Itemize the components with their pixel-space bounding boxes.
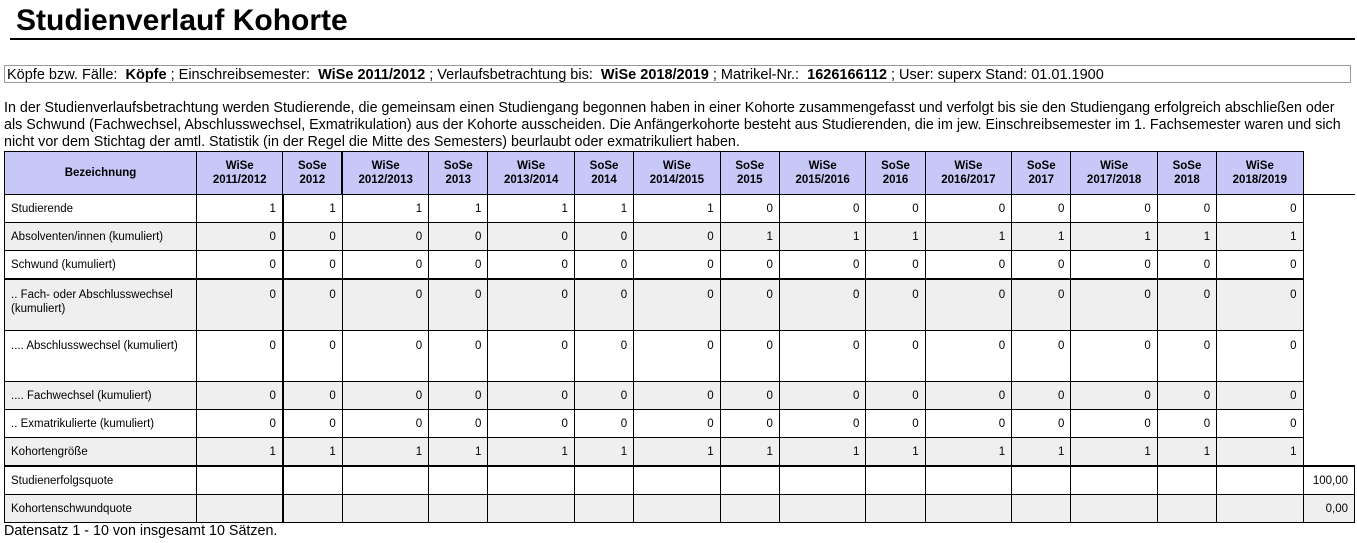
quote-cell — [1303, 438, 1354, 467]
table-cell: 0 — [634, 279, 720, 331]
table-cell — [1157, 495, 1216, 523]
table-cell: 1 — [1071, 223, 1157, 251]
table-cell — [779, 495, 865, 523]
table-cell: 0 — [574, 251, 633, 280]
column-header-semester — [196, 152, 282, 195]
semester-type: SoSe — [881, 160, 910, 172]
table-cell: 0 — [634, 410, 720, 438]
table-cell: 0 — [1217, 382, 1303, 410]
table-cell: 1 — [925, 438, 1011, 467]
table-cell: 0 — [196, 382, 282, 410]
semester-type: WiSe — [662, 160, 691, 172]
table-cell: 0 — [342, 279, 428, 331]
column-header-semester — [1157, 152, 1216, 195]
table-cell: 0 — [1071, 195, 1157, 223]
table-cell: 0 — [196, 331, 282, 382]
table-cell: 0 — [429, 279, 488, 331]
table-cell: 0 — [1012, 410, 1071, 438]
semester-type: WiSe — [517, 160, 546, 172]
table-cell: 0 — [283, 223, 342, 251]
table-cell: 0 — [574, 410, 633, 438]
table-cell — [779, 466, 865, 495]
quote-cell — [1303, 279, 1354, 331]
table-cell: 0 — [925, 279, 1011, 331]
table-cell: 1 — [1157, 223, 1216, 251]
semester-year: 2015/2016 — [795, 174, 850, 186]
table-row — [5, 466, 1355, 495]
semester-type: WiSe — [1100, 160, 1129, 172]
table-cell: 0 — [1157, 331, 1216, 382]
table-cell: 0 — [1012, 251, 1071, 280]
table-cell: 0 — [342, 223, 428, 251]
table-cell: 0 — [1217, 410, 1303, 438]
table-cell: 1 — [634, 438, 720, 467]
kohorte-table — [4, 151, 1355, 523]
table-cell: 0 — [925, 410, 1011, 438]
semester-type: WiSe — [808, 160, 837, 172]
table-cell: 0 — [720, 382, 779, 410]
table-cell: 0 — [779, 251, 865, 280]
table-cell — [720, 466, 779, 495]
table-cell: 1 — [342, 195, 428, 223]
table-cell: 0 — [574, 331, 633, 382]
table-cell: 0 — [574, 223, 633, 251]
koepfe-value: Köpfe — [125, 67, 167, 83]
title-divider — [10, 38, 1355, 40]
koepfe-label: Köpfe bzw. Fälle: — [7, 67, 118, 83]
table-cell: 0 — [429, 251, 488, 280]
table-row — [5, 382, 1355, 410]
table-cell: 0 — [779, 195, 865, 223]
table-cell — [196, 466, 282, 495]
table-cell: 0 — [574, 382, 633, 410]
table-cell: 0 — [779, 410, 865, 438]
row-label: .. Exmatrikulierte (kumuliert) — [5, 410, 197, 438]
table-cell: 1 — [342, 438, 428, 467]
table-cell: 0 — [779, 279, 865, 331]
table-cell: 0 — [1157, 382, 1216, 410]
table-cell: 0 — [1157, 195, 1216, 223]
table-cell: 1 — [925, 223, 1011, 251]
table-cell: 1 — [488, 438, 574, 467]
table-cell: 0 — [283, 331, 342, 382]
table-cell: 0 — [866, 410, 925, 438]
table-cell: 0 — [488, 331, 574, 382]
table-cell: 0 — [866, 195, 925, 223]
row-label: Kohortengröße — [5, 438, 197, 467]
column-header-bezeichnung: Bezeichnung — [5, 152, 197, 195]
table-cell: 1 — [866, 223, 925, 251]
semester-type: SoSe — [589, 160, 619, 172]
table-cell — [1012, 466, 1071, 495]
semester-year: 2013/2014 — [503, 174, 559, 186]
table-cell: 0 — [488, 382, 574, 410]
table-cell: 0 — [488, 410, 574, 438]
table-cell: 1 — [779, 438, 865, 467]
table-cell: 0 — [720, 331, 779, 382]
table-cell: 0 — [1071, 331, 1157, 382]
semester-year: 2014 — [591, 174, 617, 186]
table-cell — [283, 466, 342, 495]
row-label: Studienerfolgsquote — [5, 466, 197, 495]
table-cell: 0 — [1157, 279, 1216, 331]
column-header-semester — [1217, 152, 1303, 195]
table-cell — [1217, 466, 1303, 495]
table-cell: 0 — [634, 331, 720, 382]
table-cell: 0 — [1157, 251, 1216, 280]
report-parameters — [4, 65, 1351, 83]
table-cell — [429, 495, 488, 523]
table-cell: 0 — [720, 410, 779, 438]
table-cell: 1 — [429, 195, 488, 223]
table-cell — [634, 495, 720, 523]
matrikel-label: ; Matrikel-Nr.: — [712, 67, 800, 83]
column-header-semester — [1071, 152, 1157, 195]
table-cell — [196, 495, 282, 523]
quote-cell: 0,00 — [1303, 495, 1354, 523]
table-cell: 0 — [866, 382, 925, 410]
quote-cell — [1303, 382, 1354, 410]
semester-year: 2018/2019 — [1232, 174, 1288, 186]
user-stand: ; User: superx Stand: 01.01.1900 — [891, 67, 1104, 83]
column-header-semester — [574, 152, 633, 195]
table-cell: 0 — [1012, 382, 1071, 410]
column-header-semester — [429, 152, 488, 195]
table-cell: 0 — [634, 382, 720, 410]
semester-year: 2016 — [882, 174, 909, 186]
quote-cell — [1303, 251, 1354, 280]
table-cell — [925, 495, 1011, 523]
table-cell — [1157, 466, 1216, 495]
table-row — [5, 279, 1355, 331]
table-cell: 0 — [488, 251, 574, 280]
semester-value: WiSe 2011/2012 — [318, 67, 426, 83]
table-cell: 1 — [283, 195, 342, 223]
semester-year: 2012/2013 — [358, 174, 413, 186]
table-cell: 0 — [1071, 279, 1157, 331]
quote-cell — [1303, 331, 1354, 382]
semester-type: SoSe — [1172, 160, 1202, 172]
table-cell — [720, 495, 779, 523]
column-header-semester — [634, 152, 720, 195]
table-cell: 0 — [1012, 331, 1071, 382]
table-cell — [342, 495, 428, 523]
table-row — [5, 331, 1355, 382]
table-row — [5, 438, 1355, 467]
table-cell: 0 — [1217, 331, 1303, 382]
row-label: Absolventen/innen (kumuliert) — [5, 223, 197, 251]
semester-type: WiSe — [371, 160, 400, 172]
table-cell: 1 — [1217, 438, 1303, 467]
table-cell: 0 — [429, 331, 488, 382]
semester-type: SoSe — [1026, 160, 1056, 172]
table-cell: 0 — [574, 279, 633, 331]
table-cell: 0 — [196, 279, 282, 331]
table-cell: 1 — [634, 195, 720, 223]
verlauf-label: ; Verlaufsbetrachtung bis: — [429, 67, 593, 83]
table-cell: 0 — [196, 410, 282, 438]
matrikel-value: 1626166112 — [807, 67, 887, 83]
table-cell — [283, 495, 342, 523]
table-cell: 0 — [1217, 251, 1303, 280]
table-cell — [866, 466, 925, 495]
table-cell: 1 — [720, 223, 779, 251]
table-cell: 1 — [429, 438, 488, 467]
semester-type: SoSe — [735, 160, 765, 172]
table-cell: 1 — [283, 438, 342, 467]
table-cell — [429, 466, 488, 495]
quote-cell: 100,00 — [1303, 466, 1354, 495]
table-cell: 0 — [283, 251, 342, 280]
table-cell: 0 — [720, 195, 779, 223]
table-cell: 0 — [1217, 195, 1303, 223]
column-header-semester — [720, 152, 779, 195]
table-cell: 0 — [634, 223, 720, 251]
semester-type: WiSe — [225, 160, 254, 172]
semester-year: 2012 — [299, 174, 326, 186]
table-cell: 1 — [196, 195, 282, 223]
table-cell: 0 — [342, 331, 428, 382]
table-cell: 0 — [342, 382, 428, 410]
semester-year: 2017/2018 — [1086, 174, 1142, 186]
table-cell — [488, 495, 574, 523]
table-row — [5, 495, 1355, 523]
table-row — [5, 223, 1355, 251]
table-cell: 0 — [342, 251, 428, 280]
row-label: .. Fach- oder Abschlusswechsel (kumuliert) — [5, 279, 197, 331]
column-header-semester — [1012, 152, 1071, 195]
semester-year: 2011/2012 — [212, 174, 267, 186]
table-row — [5, 251, 1355, 280]
table-cell: 0 — [196, 223, 282, 251]
quote-cell — [1303, 195, 1354, 223]
table-cell: 0 — [1071, 410, 1157, 438]
table-cell: 0 — [925, 382, 1011, 410]
table-cell: 1 — [720, 438, 779, 467]
table-cell — [1012, 495, 1071, 523]
table-cell: 0 — [925, 251, 1011, 280]
table-cell: 1 — [866, 438, 925, 467]
table-cell: 1 — [196, 438, 282, 467]
semester-year: 2015 — [736, 174, 763, 186]
table-cell: 0 — [196, 251, 282, 280]
page-title: Studienverlauf Kohorte — [16, 4, 348, 37]
semester-type: WiSe — [954, 160, 983, 172]
quote-cell — [1303, 410, 1354, 438]
column-header-quote — [1303, 152, 1354, 195]
row-label: Studierende — [5, 195, 197, 223]
record-count-text: Datensatz 1 - 10 von insgesamt 10 Sätzen. — [4, 523, 278, 539]
semester-year: 2016/2017 — [941, 174, 996, 186]
table-cell: 0 — [779, 331, 865, 382]
description-text: In der Studienverlaufsbetrachtung werden Studierende, die gemeinsam einen Studiengang begonnen haben in einer Kohorte zusammengefasst und verfolgt bis sie den Studiengang erfolgreich abschließen oder als Schwund (Fachwechsel, Abschlusswechsel, Exmatrikulation) aus der Kohorte ausscheiden. Die Anfängerkohorte besteht aus Studierenden, die im jew. Einschreibsemester im 1. Fachsemester waren und sich nicht vor dem Stichtag der amtl. Statistik (in der Regel die Mitte des Semesters) beurlaubt oder exmatrikuliert haben. — [4, 100, 1341, 150]
table-cell: 0 — [429, 223, 488, 251]
table-row — [5, 410, 1355, 438]
table-cell — [342, 466, 428, 495]
table-cell: 1 — [1012, 438, 1071, 467]
semester-year: 2018 — [1174, 174, 1200, 186]
semester-type: SoSe — [443, 160, 473, 172]
table-cell: 0 — [1071, 382, 1157, 410]
table-cell — [925, 466, 1011, 495]
table-cell: 0 — [429, 382, 488, 410]
table-cell: 0 — [866, 279, 925, 331]
column-header-semester — [488, 152, 574, 195]
table-cell: 0 — [1157, 410, 1216, 438]
verlauf-value: WiSe 2018/2019 — [600, 67, 709, 83]
table-cell — [574, 495, 633, 523]
row-label: .... Abschlusswechsel (kumuliert) — [5, 331, 197, 382]
table-cell: 1 — [488, 195, 574, 223]
table-cell: 1 — [574, 438, 633, 467]
table-cell: 0 — [1071, 251, 1157, 280]
table-cell: 0 — [1012, 279, 1071, 331]
table-cell: 1 — [1217, 223, 1303, 251]
table-cell: 0 — [866, 331, 925, 382]
table-cell: 0 — [283, 382, 342, 410]
table-cell: 0 — [866, 251, 925, 280]
table-cell — [488, 466, 574, 495]
table-cell: 0 — [429, 410, 488, 438]
table-row — [5, 195, 1355, 223]
table-cell — [1071, 495, 1157, 523]
table-cell: 0 — [1217, 279, 1303, 331]
semester-year: 2013 — [445, 174, 472, 186]
semester-label: ; Einschreibsemester: — [170, 67, 311, 83]
table-cell: 0 — [1012, 195, 1071, 223]
semester-type: WiSe — [1245, 160, 1274, 172]
table-cell: 0 — [283, 410, 342, 438]
column-header-semester — [925, 152, 1011, 195]
table-cell: 1 — [1071, 438, 1157, 467]
semester-year: 2017 — [1028, 174, 1055, 186]
row-label: .... Fachwechsel (kumuliert) — [5, 382, 197, 410]
table-cell — [574, 466, 633, 495]
table-cell: 1 — [1157, 438, 1216, 467]
table-cell: 0 — [488, 223, 574, 251]
table-cell: 0 — [488, 279, 574, 331]
table-cell: 0 — [342, 410, 428, 438]
table-cell: 1 — [779, 223, 865, 251]
row-label: Schwund (kumuliert) — [5, 251, 197, 280]
table-cell: 1 — [574, 195, 633, 223]
table-header-row — [5, 152, 1355, 195]
table-cell: 0 — [720, 279, 779, 331]
column-header-semester — [866, 152, 925, 195]
column-header-semester — [283, 152, 342, 195]
table-cell — [634, 466, 720, 495]
column-header-semester — [779, 152, 865, 195]
quote-cell — [1303, 223, 1354, 251]
semester-year: 2014/2015 — [649, 174, 705, 186]
column-header-semester — [342, 152, 428, 195]
table-cell: 0 — [779, 382, 865, 410]
table-cell: 0 — [925, 195, 1011, 223]
table-cell: 0 — [283, 279, 342, 331]
table-cell — [866, 495, 925, 523]
table-cell: 1 — [1012, 223, 1071, 251]
table-cell: 0 — [634, 251, 720, 280]
table-cell: 0 — [720, 251, 779, 280]
table-cell — [1217, 495, 1303, 523]
row-label: Kohortenschwundquote — [5, 495, 197, 523]
semester-type: SoSe — [297, 160, 327, 172]
table-cell — [1071, 466, 1157, 495]
table-cell: 0 — [925, 331, 1011, 382]
